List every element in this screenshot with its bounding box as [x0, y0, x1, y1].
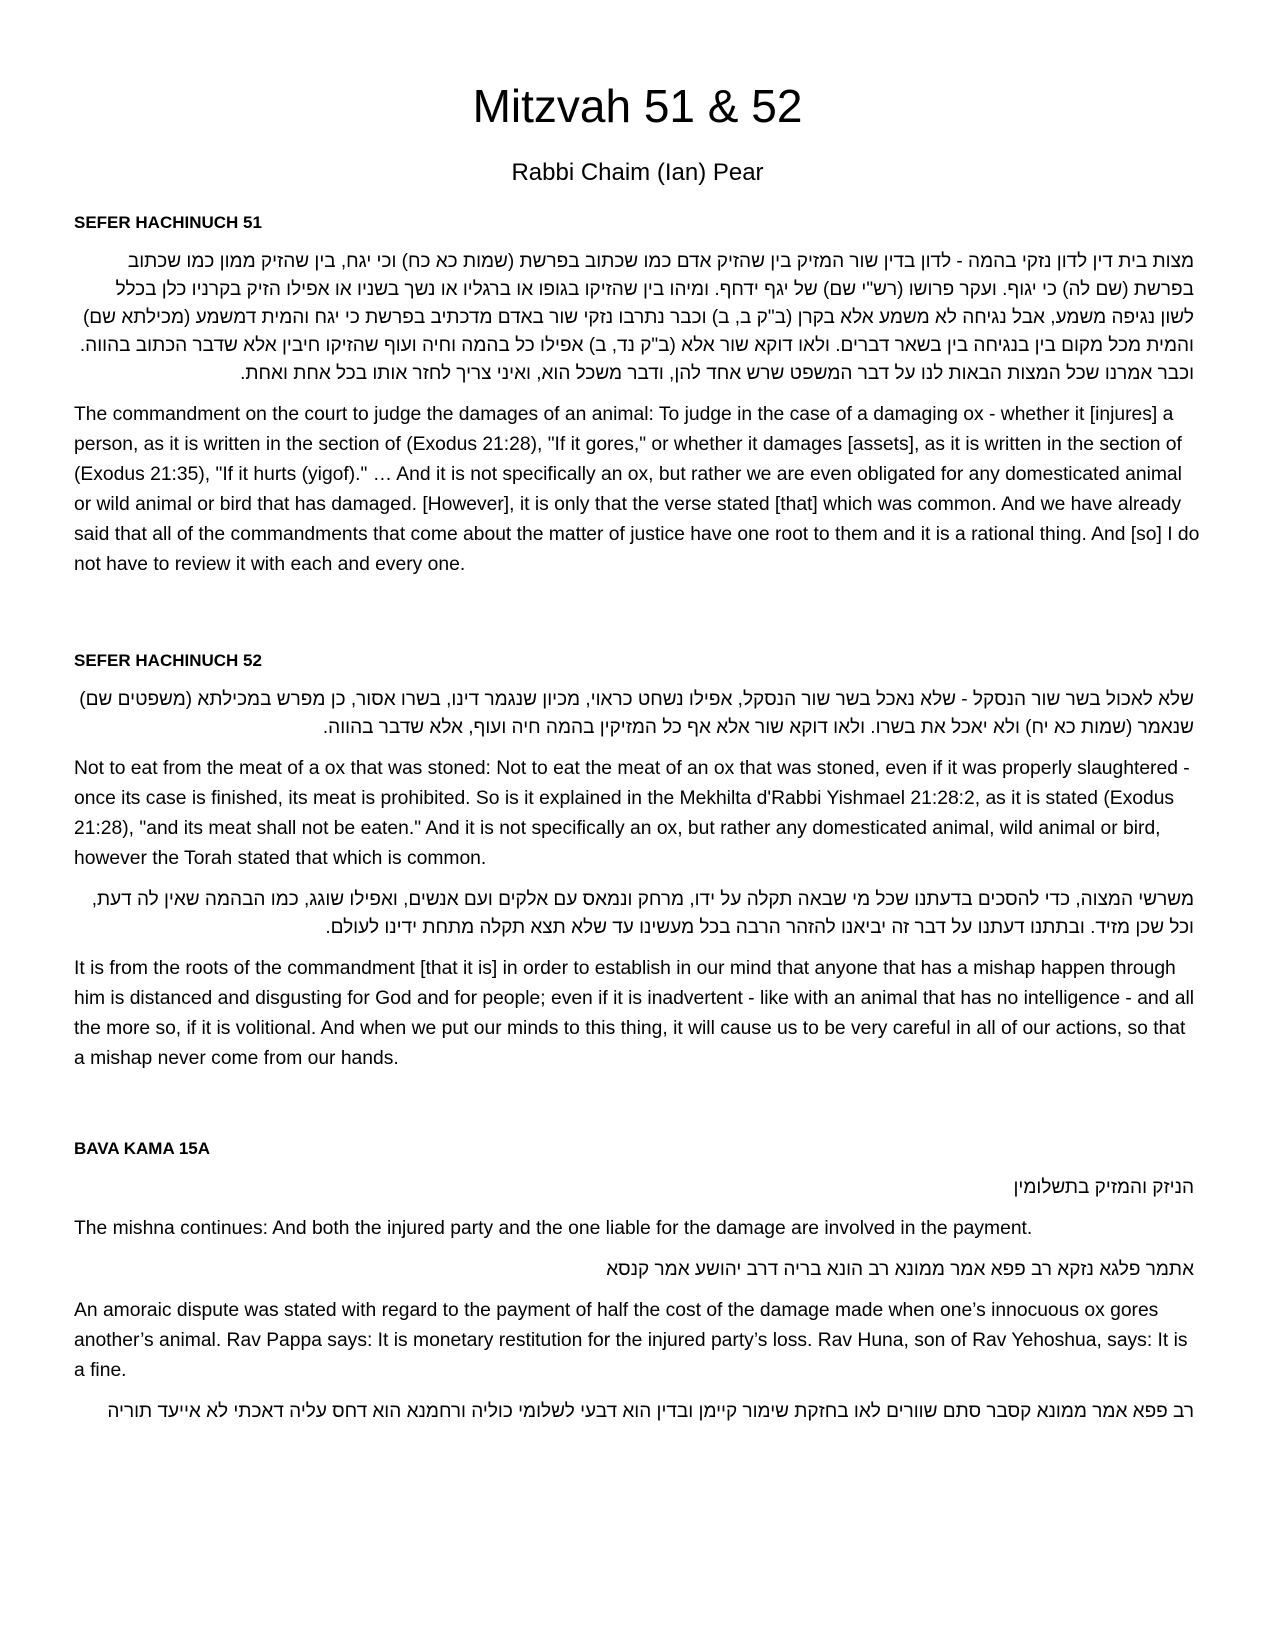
section-spacer	[74, 1086, 1200, 1138]
section-bava-kama-15a	[74, 1138, 1200, 1426]
hebrew-paragraph: אתמר פלגא נזקא רב פפא אמר ממונא רב הונא בריה דרב יהושע אמר קנסא	[606, 1259, 1194, 1280]
section-heading: BAVA KAMA 15A	[74, 1139, 211, 1158]
section-heading: SEFER HACHINUCH 51	[74, 213, 262, 232]
english-paragraph: The mishna continues: And both the injured party and the one liable for the damage are involved in the payment.	[74, 1218, 1033, 1239]
section-spacer	[74, 592, 1200, 650]
document-body	[74, 212, 1200, 1438]
hebrew-paragraph: רב פפא אמר ממונא קסבר סתם שוורים לאו בחזקת שימור קיימן ובדין הוא דבעי לשלומי כוליה ורחמנא הוא דחס עליה דאכתי לא אייעד תוריה	[107, 1401, 1194, 1422]
english-paragraph: It is from the roots of the commandment [that it is] in order to establish in our mind that anyone that has a mishap happen through him is distanced and disgusting for God and for people; even if it is inadvertent - like with an animal that has no intelligence - and all the more so, if it is volitional. And when we put our minds to this thing, it will cause us to be very careful in all of our actions, so that a mishap never come from our hands.	[74, 958, 1195, 1069]
hebrew-paragraph: משרשי המצוה, כדי להסכים בדעתנו שכל מי שבאה תקלה על ידו, מרחק ונמאס עם אלקים ועם אנשים, ואפילו שוגג, כמו הבהמה שאין לה דעת, וכל שכן מזיד. ובתתנו דעתנו על דבר זה יביאנו להזהר הרבה בכל מעשינו עד שלא תצא תקלה מתחת ידינו לעולם.	[91, 889, 1194, 938]
english-paragraph: The commandment on the court to judge the damages of an animal: To judge in the case of a damaging ox - whether it [injures] a person, as it is written in the section of (Exodus 21:28), "If it gores," or whether it damages [assets], as it is written in the section of (Exodus 21:35), "If it hurts (yigof)." … And it is not specifically an ox, but rather we are even obligated for any domesticated animal or wild animal or bird that has damaged. [However], it is only that the verse stated [that] which was common. And we have already said that all of the commandments that come about the matter of justice have one root to them and it is a rational thing. And [so] I do not have to review it with each and every one.	[74, 404, 1200, 575]
english-paragraph: Not to eat from the meat of a ox that was stoned: Not to eat the meat of an ox that was stoned, even if it was properly slaughtered - once its case is finished, its meat is prohibited. So is it explained in the Mekhilta d'Rabbi Yishmael 21:28:2, as it is stated (Exodus 21:28), "and its meat shall not be eaten." And it is not specifically an ox, but rather any domesticated animal, wild animal or bird, however the Torah stated that which is common.	[74, 758, 1190, 869]
page-title: Mitzvah 51 & 52	[472, 80, 803, 132]
author-name: Rabbi Chaim (Ian) Pear	[511, 159, 764, 186]
section-heading: SEFER HACHINUCH 52	[74, 651, 262, 670]
hebrew-paragraph: מצות בית דין לדון נזקי בהמה - לדון בדין שור המזיק בין שהזיק אדם כמו שכתוב בפרשת (שמות כא כח) וכי יגח, בין שהזיק ממון כמו שכתוב בפרשת (שם לה) כי יגוף. ועקר פרושו (רש"י שם) של יגף ידחף. ומיהו בין שהזיקו בגופו או ברגליו או נשך בשניו או אפילו הזיק בקרניו כלן בכלל לשון נגיפה משמע, אבל נגיחה לא משמע אלא בקרן (ב"ק ב, ב) וכבר נתרבו נזקי שור באדם מדכתיב בפרשת כי יגח והמית דמשמע (מכילתא שם) והמית מכל מקום בין בנגיחה בין בשאר דברים. ולאו דוקא שור אלא (ב"ק נד, ב) אפילו כל בהמה וחיה ועוף שהזיקו חיבין אלא שדבר הכתוב בהווה. וכבר אמרנו שכל המצות הבאות לנו על דבר המשפט שרש אחד להן, ודבר משכל הוא, ואיני צריך לחזר אותו בכל אחת ואחת.	[79, 251, 1194, 384]
section-sefer-hachinuch-51	[74, 212, 1200, 580]
hebrew-paragraph: שלא לאכול בשר שור הנסקל - שלא נאכל בשר שור הנסקל, אפילו נשחט כראוי, מכיון שנגמר דינו, בשרו אסור, כן מפרש במכילתא (משפטים שם) שנאמר (שמות כא יח) ולא יאכל את בשרו. ולאו דוקא שור אלא אף כל המזיקין בהמה חיה ועוף, אלא שדבר בהווה.	[79, 689, 1194, 738]
hebrew-paragraph: הניזק והמזיק בתשלומין	[1013, 1177, 1194, 1198]
english-paragraph: An amoraic dispute was stated with regard to the payment of half the cost of the damage made when one’s innocuous ox gores another’s animal. Rav Pappa says: It is monetary restitution for the injured party’s loss. Rav Huna, son of Rav Yehoshua, says: It is a fine.	[74, 1300, 1188, 1381]
section-sefer-hachinuch-52	[74, 650, 1200, 1074]
